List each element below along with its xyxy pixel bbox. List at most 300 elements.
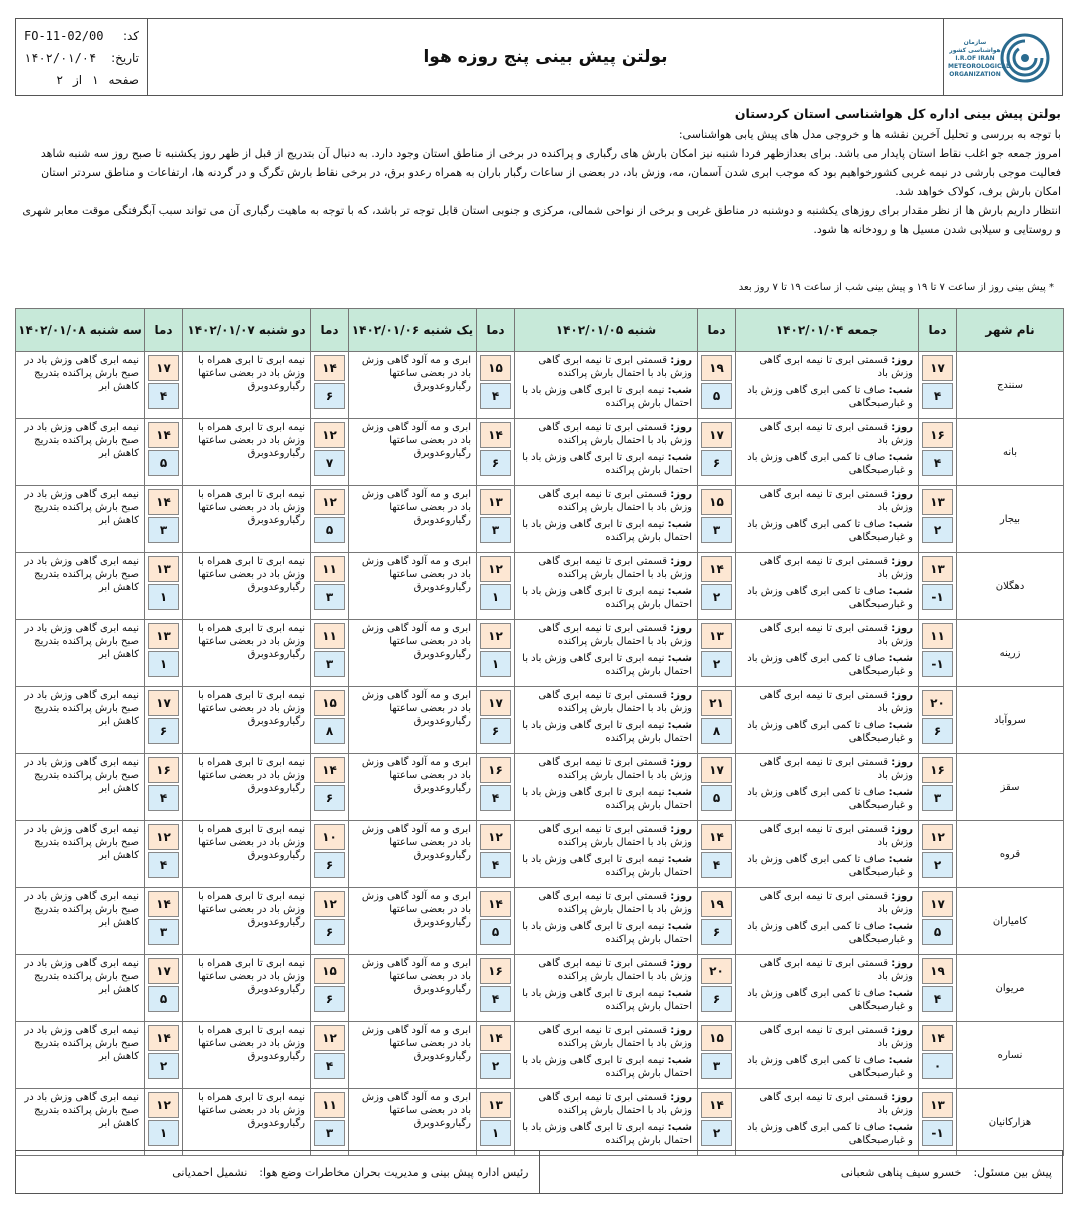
night-label: شب: [888,385,913,396]
forecast-text [515,687,698,754]
night-text: نیمه ابری تا ابری گاهی وزش باد با احتمال بارش پراکنده [522,854,692,878]
max-temp: ۱۰ [314,824,345,850]
day-text: قسمتی ابری تا نیمه ابری گاهی وزش باد با احتمال بارش پراکنده [538,355,692,379]
night-forecast [515,1119,697,1149]
max-temp: ۱۹ [922,958,953,984]
max-temp: ۱۱ [314,623,345,649]
day-text: قسمتی ابری تا نیمه ابری گاهی وزش باد [759,422,913,446]
temperature-cell [919,687,957,754]
max-temp: ۱۹ [701,891,732,917]
forecast-text [736,486,919,553]
night-text: صاف تا کمی ابری گاهی وزش باد و غبارصبحگاهی [747,921,913,945]
document-meta [16,19,148,95]
max-temp: ۱۴ [701,556,732,582]
night-forecast [736,918,918,948]
day-forecast [736,687,918,717]
day-text: قسمتی ابری تا نیمه ابری گاهی وزش باد [759,489,913,513]
table-row [16,352,1064,419]
day-label: روز: [670,690,692,701]
forecast-text [515,1022,698,1089]
night-text: صاف تا کمی ابری گاهی وزش باد و غبارصبحگاهی [747,385,913,409]
forecast-text [515,419,698,486]
temperature-cell [919,620,957,687]
min-temp: ۶ [314,383,345,409]
night-forecast [515,918,697,948]
max-temp: ۱۳ [148,556,179,582]
forecast-text-value: نیمه ابری تا ابری همراه با وزش باد در بعضی ساعتها رگباروعدوبرق [198,1092,305,1129]
bulletin-intro [21,104,1061,239]
forecast-text-value: نیمه ابری گاهی وزش باد در صبح بارش پراکنده بتدریج کاهش ابر [24,690,139,727]
forecast-text [16,888,145,955]
night-forecast [736,583,918,613]
day-forecast [736,888,918,918]
min-temp: ۳ [314,651,345,677]
day-label: روز: [670,355,692,366]
forecast-text-value: نیمه ابری گاهی وزش باد در صبح بارش پراکنده بتدریج کاهش ابر [24,489,139,526]
min-temp: ۱ [148,1120,179,1146]
city-name: هزارکانیان [957,1089,1064,1156]
day-forecast [736,754,918,784]
max-temp: ۱۲ [148,824,179,850]
max-temp: ۱۶ [922,757,953,783]
forecast-text [349,754,477,821]
min-temp: ۴ [922,986,953,1012]
forecast-text [16,1089,145,1156]
day-forecast [515,888,697,918]
night-label: شب: [667,787,692,798]
temperature-cell [311,1089,349,1156]
max-temp: ۱۴ [480,891,511,917]
max-temp: ۱۷ [922,355,953,381]
forecast-text-value: نیمه ابری گاهی وزش باد در صبح بارش پراکنده بتدریج کاهش ابر [24,958,139,995]
city-name: زرینه [957,620,1064,687]
forecast-text [349,620,477,687]
forecast-text [183,352,311,419]
day-label: روز: [891,1025,913,1036]
temperature-cell [698,1022,736,1089]
night-text: صاف تا کمی ابری گاهی وزش باد و غبارصبحگاهی [747,787,913,811]
forecast-text [16,553,145,620]
table-row [16,620,1064,687]
forecast-text [16,821,145,888]
night-forecast [515,650,697,680]
temperature-cell [919,821,957,888]
temperature-cell [311,1022,349,1089]
forecast-text [349,955,477,1022]
day-text: قسمتی ابری تا نیمه ابری گاهی وزش باد [759,891,913,915]
day-label: روز: [891,958,913,969]
day-label: روز: [891,757,913,768]
min-temp: ۴ [148,852,179,878]
min-temp: ۲ [148,1053,179,1079]
forecast-text [736,620,919,687]
max-temp: ۱۶ [480,958,511,984]
forecast-text-value: نیمه ابری تا ابری همراه با وزش باد در بعضی ساعتها رگباروعدوبرق [198,489,305,526]
max-temp: ۱۳ [480,1092,511,1118]
forecast-text-value: نیمه ابری تا ابری همراه با وزش باد در بعضی ساعتها رگباروعدوبرق [198,891,305,928]
temperature-cell [311,687,349,754]
day-label: روز: [670,757,692,768]
temperature-cell [145,955,183,1022]
day-text: قسمتی ابری تا نیمه ابری گاهی وزش باد با احتمال بارش پراکنده [538,824,692,848]
page-number: ۱ [92,73,99,87]
forecast-text [183,821,311,888]
forecast-text-value: ابری و مه آلود گاهی وزش باد در بعضی ساعتها رگباروعدوبرق [361,757,471,794]
night-text: صاف تا کمی ابری گاهی وزش باد و غبارصبحگاهی [747,720,913,744]
night-text: صاف تا کمی ابری گاهی وزش باد و غبارصبحگاهی [747,586,913,610]
temperature-cell [919,1022,957,1089]
temperature-cell [477,687,515,754]
forecast-text [16,486,145,553]
day-forecast [515,955,697,985]
header-city: نام شهر [957,309,1064,352]
table-row [16,1089,1064,1156]
max-temp: ۱۴ [314,355,345,381]
day-label: روز: [891,422,913,433]
header-day: دو شنبه ۱۴۰۲/۰۱/۰۷ [183,309,311,352]
min-temp: ۵ [480,919,511,945]
min-temp: ۵ [148,986,179,1012]
meteorological-organization-logo [943,19,1062,95]
max-temp: ۱۴ [701,824,732,850]
forecast-text [515,486,698,553]
min-temp: ۵ [701,785,732,811]
date-label: تاریخ: [111,51,139,65]
min-temp: ۱ [480,1120,511,1146]
table-header-row [16,309,1064,352]
code-label: کد: [122,29,139,43]
day-forecast [736,553,918,583]
min-temp: ۱ [148,651,179,677]
max-temp: ۱۶ [922,422,953,448]
min-temp: ۶ [701,986,732,1012]
min-temp: ۳ [148,919,179,945]
max-temp: ۱۴ [148,891,179,917]
night-text: صاف تا کمی ابری گاهی وزش باد و غبارصبحگاهی [747,452,913,476]
forecast-text [736,754,919,821]
max-temp: ۱۳ [148,623,179,649]
temperature-cell [698,821,736,888]
header-temp: دما [477,309,515,352]
max-temp: ۱۷ [701,422,732,448]
forecast-text [515,754,698,821]
date-value: ۱۴۰۲/۰۱/۰۴ [24,51,97,65]
min-temp: ۵ [314,517,345,543]
header-day: سه شنبه ۱۴۰۲/۰۱/۰۸ [16,309,145,352]
temperature-cell [477,888,515,955]
temperature-cell [477,486,515,553]
forecaster-block [540,1151,1063,1193]
city-name: نساره [957,1022,1064,1089]
min-temp: ۴ [148,785,179,811]
day-text: قسمتی ابری تا نیمه ابری گاهی وزش باد [759,1025,913,1049]
forecast-text-value: نیمه ابری گاهی وزش باد در صبح بارش پراکنده بتدریج کاهش ابر [24,355,139,392]
day-text: قسمتی ابری تا نیمه ابری گاهی وزش باد با احتمال بارش پراکنده [538,1025,692,1049]
day-label: روز: [891,824,913,835]
forecaster-label: پیش بین مسئول: [973,1165,1052,1179]
bulletin-heading: بولتن پیش بینی اداره کل هواشناسی استان کردستان [734,106,1061,121]
forecast-text-value: ابری و مه آلود گاهی وزش باد در بعضی ساعتها رگباروعدوبرق [361,824,471,861]
temperature-cell [698,754,736,821]
min-temp: ۲ [701,1120,732,1146]
day-text: قسمتی ابری تا نیمه ابری گاهی وزش باد [759,556,913,580]
day-text: قسمتی ابری تا نیمه ابری گاهی وزش باد [759,1092,913,1116]
city-name: بیجار [957,486,1064,553]
temperature-cell [698,553,736,620]
forecast-text-value: نیمه ابری گاهی وزش باد در صبح بارش پراکنده بتدریج کاهش ابر [24,422,139,459]
forecast-text-value: ابری و مه آلود گاهی وزش باد در بعضی ساعتها رگباروعدوبرق [361,1025,471,1062]
forecast-text [183,486,311,553]
code-value: FO-11-02/00 [24,29,104,43]
night-label: شب: [888,854,913,865]
forecast-text [736,553,919,620]
forecast-text-value: نیمه ابری تا ابری همراه با وزش باد در بعضی ساعتها رگباروعدوبرق [198,958,305,995]
max-temp: ۱۲ [480,623,511,649]
max-temp: ۱۴ [480,1025,511,1051]
night-label: شب: [888,1055,913,1066]
temperature-cell [311,821,349,888]
min-temp: ۴ [480,986,511,1012]
night-label: شب: [667,854,692,865]
temperature-cell [477,352,515,419]
forecast-text [183,1022,311,1089]
temperature-cell [311,352,349,419]
table-row [16,955,1064,1022]
min-temp: ۳ [148,517,179,543]
forecast-text [515,553,698,620]
forecast-text [736,821,919,888]
intro-paragraph-2: انتظار داریم بارش ها از نظر مقدار برای روزهای یکشنبه و دوشنبه در مناطق غربی و برخی از نواحی شمالی، مرکزی و جنوبی استان قابل توجه تر باشد، که با توجه به ماهیت رگباری آن می تواند سبب آبگرفتگی موقت معابر شهری و روستایی و سیلابی شدن مسیل ها و رودخانه ها شود. [22,204,1061,236]
temperature-cell [477,419,515,486]
forecast-text [515,955,698,1022]
min-temp: ۸ [314,718,345,744]
day-label: روز: [670,891,692,902]
night-text: صاف تا کمی ابری گاهی وزش باد و غبارصبحگاهی [747,653,913,677]
forecast-text-value: نیمه ابری تا ابری همراه با وزش باد در بعضی ساعتها رگباروعدوبرق [198,690,305,727]
temperature-cell [145,553,183,620]
day-forecast [515,620,697,650]
temperature-cell [698,955,736,1022]
forecast-text [349,419,477,486]
day-label: روز: [891,489,913,500]
day-text: قسمتی ابری تا نیمه ابری گاهی وزش باد [759,824,913,848]
day-text: قسمتی ابری تا نیمه ابری گاهی وزش باد با احتمال بارش پراکنده [538,690,692,714]
max-temp: ۱۵ [314,690,345,716]
max-temp: ۱۱ [314,556,345,582]
min-temp: ۴ [701,852,732,878]
night-forecast [515,516,697,546]
bulletin-footer [15,1150,1063,1194]
intro-lead: با توجه به بررسی و تحلیل آخرین نقشه ها و خروجی مدل های پیش یابی هواشناسی: [678,128,1061,141]
forecast-text [16,754,145,821]
min-temp: ۶ [701,919,732,945]
max-temp: ۱۵ [314,958,345,984]
page-label: صفحه [108,73,139,87]
forecast-text-value: نیمه ابری تا ابری همراه با وزش باد در بعضی ساعتها رگباروعدوبرق [198,757,305,794]
forecaster-name: خسرو سیف پناهی شعبانی [840,1165,962,1179]
day-text: قسمتی ابری تا نیمه ابری گاهی وزش باد با احتمال بارش پراکنده [538,1092,692,1116]
forecast-text [349,1022,477,1089]
night-forecast [515,449,697,479]
forecast-text-value: ابری و مه آلود گاهی وزش باد در بعضی ساعتها رگباروعدوبرق [361,422,471,459]
max-temp: ۱۳ [701,623,732,649]
night-forecast [736,449,918,479]
forecast-text [515,620,698,687]
head-name: نشمیل احمدیانی [172,1165,248,1179]
temperature-cell [477,754,515,821]
day-text: قسمتی ابری تا نیمه ابری گاهی وزش باد با احتمال بارش پراکنده [538,489,692,513]
max-temp: ۱۵ [701,489,732,515]
max-temp: ۱۲ [480,824,511,850]
min-temp: ۱ [480,584,511,610]
temperature-cell [698,352,736,419]
day-label: روز: [891,891,913,902]
forecast-text [183,955,311,1022]
night-forecast [515,382,697,412]
temperature-cell [698,888,736,955]
day-label: روز: [670,422,692,433]
header-day: جمعه ۱۴۰۲/۰۱/۰۴ [736,309,919,352]
temperature-cell [145,1089,183,1156]
min-temp: ۸ [701,718,732,744]
max-temp: ۱۲ [314,489,345,515]
temperature-cell [919,419,957,486]
day-text: قسمتی ابری تا نیمه ابری گاهی وزش باد [759,623,913,647]
min-temp: ۱ [148,584,179,610]
day-label: روز: [891,355,913,366]
max-temp: ۲۱ [701,690,732,716]
day-label: روز: [670,623,692,634]
night-text: نیمه ابری تا ابری گاهی وزش باد با احتمال بارش پراکنده [522,787,692,811]
page-total: ۲ [56,73,63,87]
min-temp: ۷ [314,450,345,476]
night-forecast [515,784,697,814]
max-temp: ۱۷ [922,891,953,917]
night-label: شب: [888,1122,913,1133]
forecast-text [16,419,145,486]
forecast-text [183,888,311,955]
table-row [16,553,1064,620]
forecast-text [736,687,919,754]
temperature-cell [145,620,183,687]
forecast-text [515,888,698,955]
day-forecast [736,821,918,851]
night-label: شب: [667,1055,692,1066]
night-label: شب: [667,586,692,597]
table-row [16,888,1064,955]
night-forecast [736,516,918,546]
day-forecast [515,754,697,784]
night-text: نیمه ابری تا ابری گاهی وزش باد با احتمال بارش پراکنده [522,720,692,744]
header-temp: دما [919,309,957,352]
city-name: کامیاران [957,888,1064,955]
temperature-cell [919,486,957,553]
max-temp: ۱۳ [922,556,953,582]
night-forecast [515,717,697,747]
forecast-text-value: نیمه ابری تا ابری همراه با وزش باد در بعضی ساعتها رگباروعدوبرق [198,824,305,861]
day-forecast [515,1089,697,1119]
max-temp: ۱۲ [148,1092,179,1118]
forecast-text-value: نیمه ابری گاهی وزش باد در صبح بارش پراکنده بتدریج کاهش ابر [24,1092,139,1129]
min-temp: ۲ [701,651,732,677]
forecast-text [349,486,477,553]
max-temp: ۱۲ [314,891,345,917]
max-temp: ۱۷ [701,757,732,783]
min-temp: ۲ [701,584,732,610]
temperature-cell [919,553,957,620]
min-temp: ۶ [701,450,732,476]
day-text: قسمتی ابری تا نیمه ابری گاهی وزش باد با احتمال بارش پراکنده [538,891,692,915]
table-row [16,687,1064,754]
night-text: نیمه ابری تا ابری گاهی وزش باد با احتمال بارش پراکنده [522,385,692,409]
night-text: نیمه ابری تا ابری گاهی وزش باد با احتمال بارش پراکنده [522,452,692,476]
forecast-text [183,687,311,754]
forecast-text [349,352,477,419]
day-label: روز: [670,489,692,500]
city-name: سنندج [957,352,1064,419]
min-temp: ۵ [701,383,732,409]
night-forecast [736,650,918,680]
forecast-text [349,821,477,888]
day-forecast [736,352,918,382]
min-temp: ۲ [922,852,953,878]
forecast-text [349,888,477,955]
temperature-cell [311,419,349,486]
head-block [16,1151,540,1193]
temperature-cell [698,486,736,553]
min-temp: ۳ [701,1053,732,1079]
temperature-cell [477,553,515,620]
max-temp: ۱۶ [148,757,179,783]
forecast-text-value: نیمه ابری تا ابری همراه با وزش باد در بعضی ساعتها رگباروعدوبرق [198,1025,305,1062]
min-temp: ۵ [148,450,179,476]
night-label: شب: [667,921,692,932]
page-of: از [72,73,83,87]
max-temp: ۱۷ [148,355,179,381]
city-name: مریوان [957,955,1064,1022]
min-temp: ۰ [922,1053,953,1079]
max-temp: ۱۵ [701,1025,732,1051]
page-title: بولتن پیش بینی پنج روزه هوا [423,47,668,67]
max-temp: ۱۲ [314,422,345,448]
min-temp: ۴ [480,852,511,878]
day-forecast [736,1022,918,1052]
max-temp: ۱۱ [314,1092,345,1118]
forecast-text [736,1022,919,1089]
header-temp: دما [145,309,183,352]
night-text: صاف تا کمی ابری گاهی وزش باد و غبارصبحگاهی [747,1055,913,1079]
night-label: شب: [667,1122,692,1133]
min-temp: ۶ [148,718,179,744]
night-text: صاف تا کمی ابری گاهی وزش باد و غبارصبحگاهی [747,519,913,543]
max-temp: ۱۷ [148,690,179,716]
min-temp: ۱- [922,584,953,610]
min-temp: ۲ [922,517,953,543]
max-temp: ۱۳ [922,489,953,515]
header-temp: دما [311,309,349,352]
city-name: بانه [957,419,1064,486]
forecast-text [349,553,477,620]
night-label: شب: [888,720,913,731]
header-temp: دما [698,309,736,352]
max-temp: ۱۱ [922,623,953,649]
night-label: شب: [888,519,913,530]
forecast-text-value: نیمه ابری گاهی وزش باد در صبح بارش پراکنده بتدریج کاهش ابر [24,891,139,928]
night-forecast [736,1052,918,1082]
forecast-text-value: ابری و مه آلود گاهی وزش باد در بعضی ساعتها رگباروعدوبرق [361,489,471,526]
min-temp: ۵ [922,919,953,945]
min-temp: ۶ [314,785,345,811]
